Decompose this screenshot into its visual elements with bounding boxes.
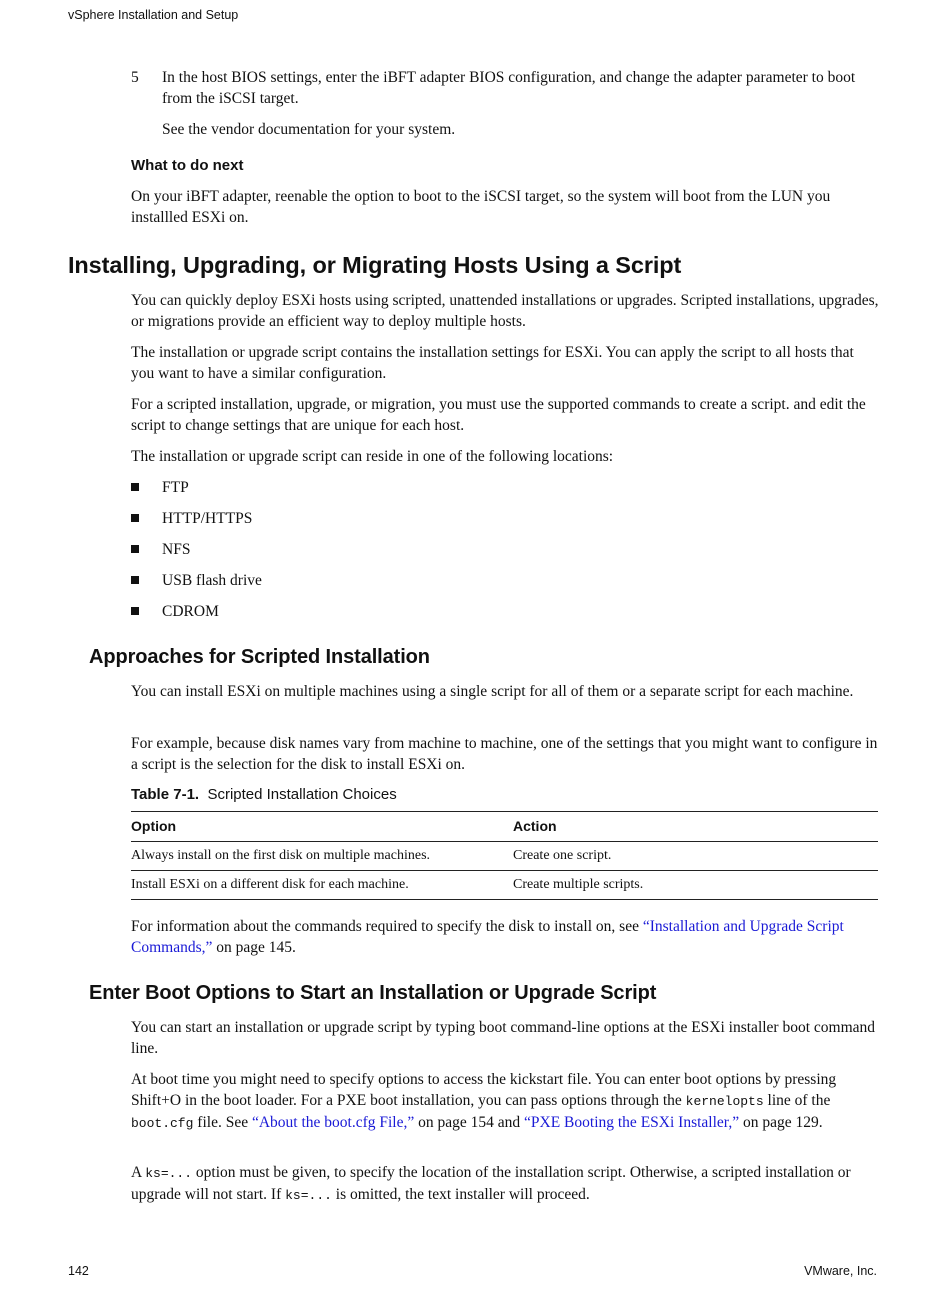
section3-paragraph-3: A ks=... option must be given, to specify the location of the installation script. Otherwise, a scripted installation or upgrade will not start. If ks=... is omitted, the text installer will proceed. (131, 1164, 851, 1203)
bullet-square-icon (131, 483, 139, 491)
page-number: 142 (68, 1264, 89, 1278)
column-header-option: Option (131, 818, 177, 834)
table-cell: Install ESXi on a different disk for each machine. (131, 876, 409, 892)
step-text: In the host BIOS settings, enter the iBFT adapter BIOS configuration, and change the adapter parameter to boot from the iSCSI target. (162, 69, 856, 107)
code-boot-cfg: boot.cfg (131, 1116, 194, 1131)
table-label: Table 7-1. (131, 786, 200, 803)
bullet-square-icon (131, 514, 139, 522)
bullet-square-icon (131, 607, 139, 615)
code-ks-option: ks=... (285, 1188, 332, 1203)
section1-paragraph-4: The installation or upgrade script can reside in one of the following locations: (131, 448, 614, 465)
bullet-square-icon (131, 545, 139, 553)
step-number: 5 (131, 69, 139, 86)
scripted-install-table (131, 811, 878, 900)
table-cell: Always install on the first disk on multiple machines. (131, 847, 431, 863)
section3-paragraph-2: At boot time you might need to specify options to access the kickstart file. You can enter boot options by pressing Shift+O in the boot loader. For a PXE boot installation, you can pass options through the kernelopts line of the boot.cfg file. See “About the boot.cfg File,” on page 154 and “PXE Booting the ESXi Installer,” on page 129. (131, 1071, 837, 1131)
footer-company: VMware, Inc. (804, 1264, 877, 1278)
table-row (131, 871, 878, 900)
boot-cfg-link[interactable]: “About the boot.cfg File,” (251, 1114, 415, 1131)
code-ks-option: ks=... (145, 1166, 193, 1181)
section3-paragraph-1: You can start an installation or upgrade script by typing boot command-line options at the ESXi installer boot command line. (131, 1019, 876, 1057)
section2-paragraph-3: For information about the commands required to specify the disk to install on, see “Installation and Upgrade Script Commands,” on page 145. (131, 918, 844, 956)
section1-paragraph-2: The installation or upgrade script contains the installation settings for ESXi. You can apply the script to all hosts that you want to have a similar configuration. (131, 344, 854, 382)
table-cell: Create one script. (513, 847, 612, 863)
step-note: See the vendor documentation for your system. (162, 121, 456, 138)
bullet-square-icon (131, 576, 139, 584)
table-caption (131, 786, 397, 803)
section-title-approaches: Approaches for Scripted Installation (89, 646, 430, 668)
table-row (131, 842, 878, 871)
what-next-heading: What to do next (131, 157, 244, 174)
table-header-row (131, 812, 878, 842)
script-commands-link[interactable]: “Installation and Upgrade Script Commands,” (131, 918, 844, 956)
table-cell: Create multiple scripts. (513, 876, 644, 892)
section-title-scripted-install: Installing, Upgrading, or Migrating Hosts Using a Script (68, 252, 682, 278)
section-title-boot-options: Enter Boot Options to Start an Installation or Upgrade Script (89, 982, 657, 1004)
table-title: Scripted Installation Choices (207, 786, 397, 803)
column-header-action: Action (513, 818, 557, 834)
section1-paragraph-3: For a scripted installation, upgrade, or migration, you must use the supported commands to create a script. and edit the script to change settings that are unique for each host. (131, 396, 866, 434)
section2-paragraph-1: You can install ESXi on multiple machines using a single script for all of them or a separate script for each machine. (131, 683, 854, 700)
section1-paragraph-1: You can quickly deploy ESXi hosts using scripted, unattended installations or upgrades. Scripted installations, upgrades, or migrations provide an efficient way to deploy multiple hosts. (131, 292, 879, 330)
pxe-booting-link[interactable]: “PXE Booting the ESXi Installer,” (524, 1114, 740, 1131)
code-kernelopts: kernelopts (685, 1094, 764, 1109)
running-header: vSphere Installation and Setup (68, 8, 239, 22)
what-next-text: On your iBFT adapter, reenable the option to boot to the iSCSI target, so the system will boot from the LUN you installled ESXi on. (131, 188, 831, 226)
section2-paragraph-2: For example, because disk names vary from machine to machine, one of the settings that you might want to configure in a script is the selection for the disk to install ESXi on. (131, 735, 878, 773)
